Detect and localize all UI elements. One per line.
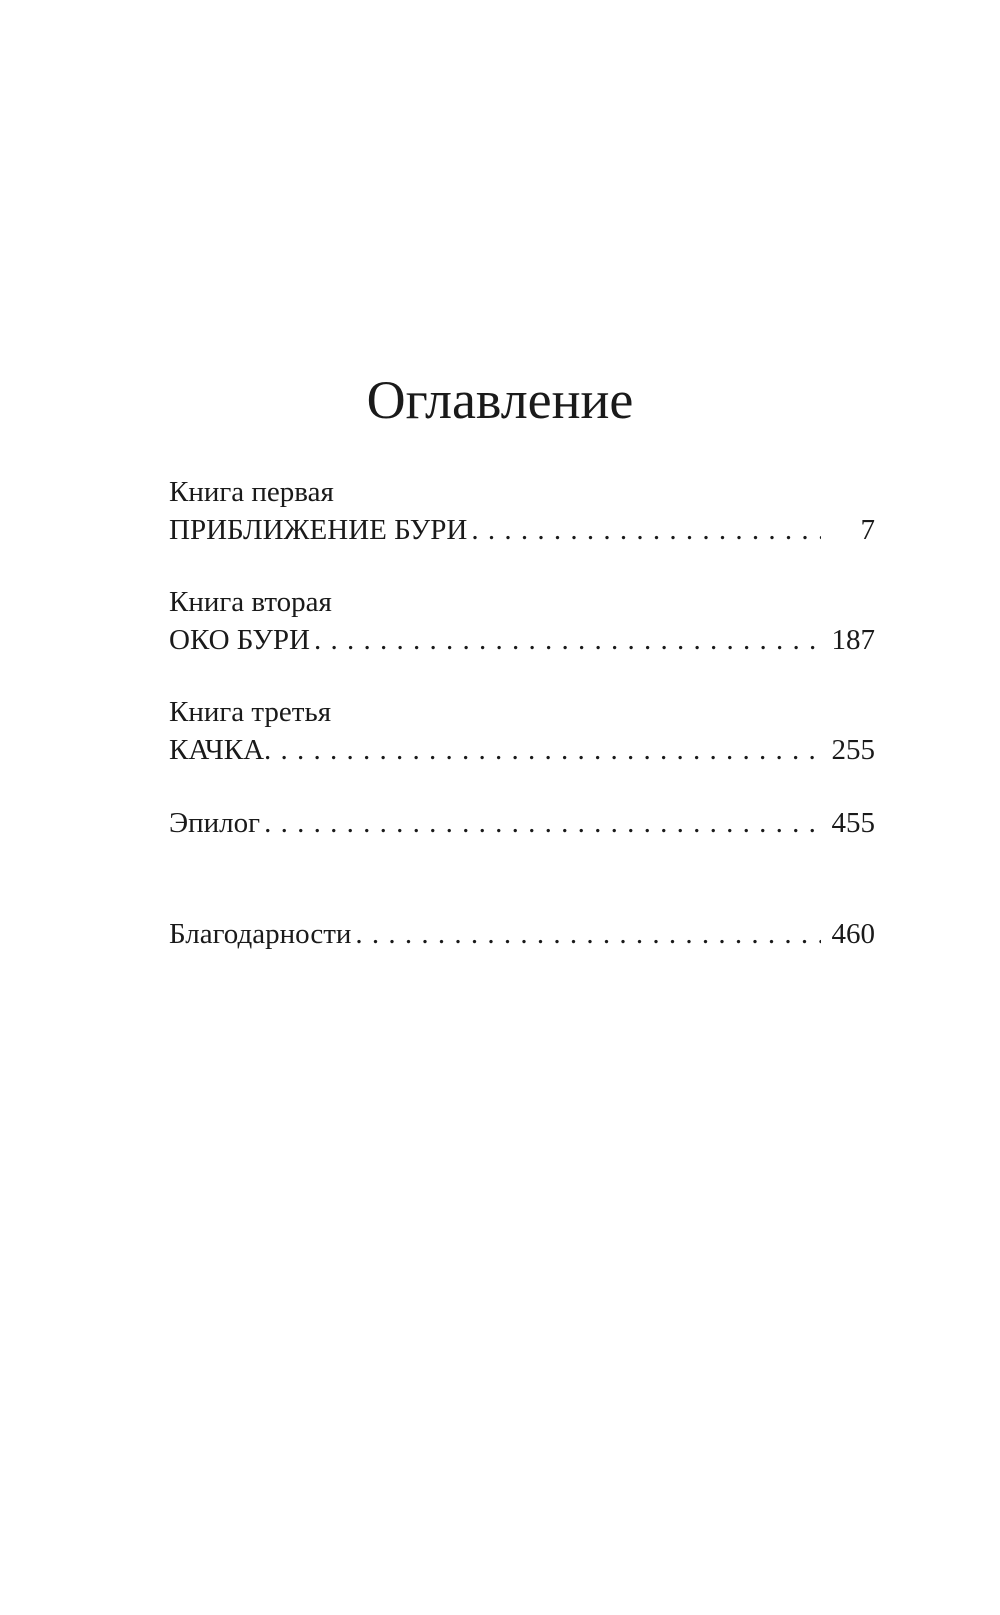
book-one-label: Книга первая: [169, 476, 334, 508]
toc-entry-title: Благодарности: [169, 918, 352, 950]
dot-leader: [471, 512, 821, 548]
toc-entry-acknowledgements[interactable]: [169, 916, 875, 952]
toc-entry-title: Эпилог: [169, 807, 261, 839]
toc-entry-page-number: 255: [831, 734, 875, 766]
toc-entry-book-one[interactable]: [169, 512, 875, 548]
dot-leader: [264, 732, 821, 768]
toc-entry-title: КАЧКА: [169, 734, 265, 766]
book-two-label: Книга вторая: [169, 586, 332, 618]
toc-entry-book-two[interactable]: [169, 622, 875, 658]
toc-entry-page-number: 187: [831, 624, 875, 656]
page-title: Оглавление: [366, 370, 634, 430]
dot-leader: [314, 622, 821, 658]
toc-entry-title: ПРИБЛИЖЕНИЕ БУРИ: [169, 514, 468, 546]
toc-entry-epilogue[interactable]: [169, 805, 875, 841]
toc-entry-title: ОКО БУРИ: [169, 624, 310, 656]
book-three-label: Книга третья: [169, 696, 332, 728]
dot-leader: [264, 805, 821, 841]
toc-entry-page-number: 460: [831, 918, 875, 950]
toc-entry-page-number: 7: [860, 514, 875, 546]
dot-leader: [355, 916, 821, 952]
toc-entry-page-number: 455: [831, 807, 875, 839]
toc-entry-book-three[interactable]: [169, 732, 875, 768]
